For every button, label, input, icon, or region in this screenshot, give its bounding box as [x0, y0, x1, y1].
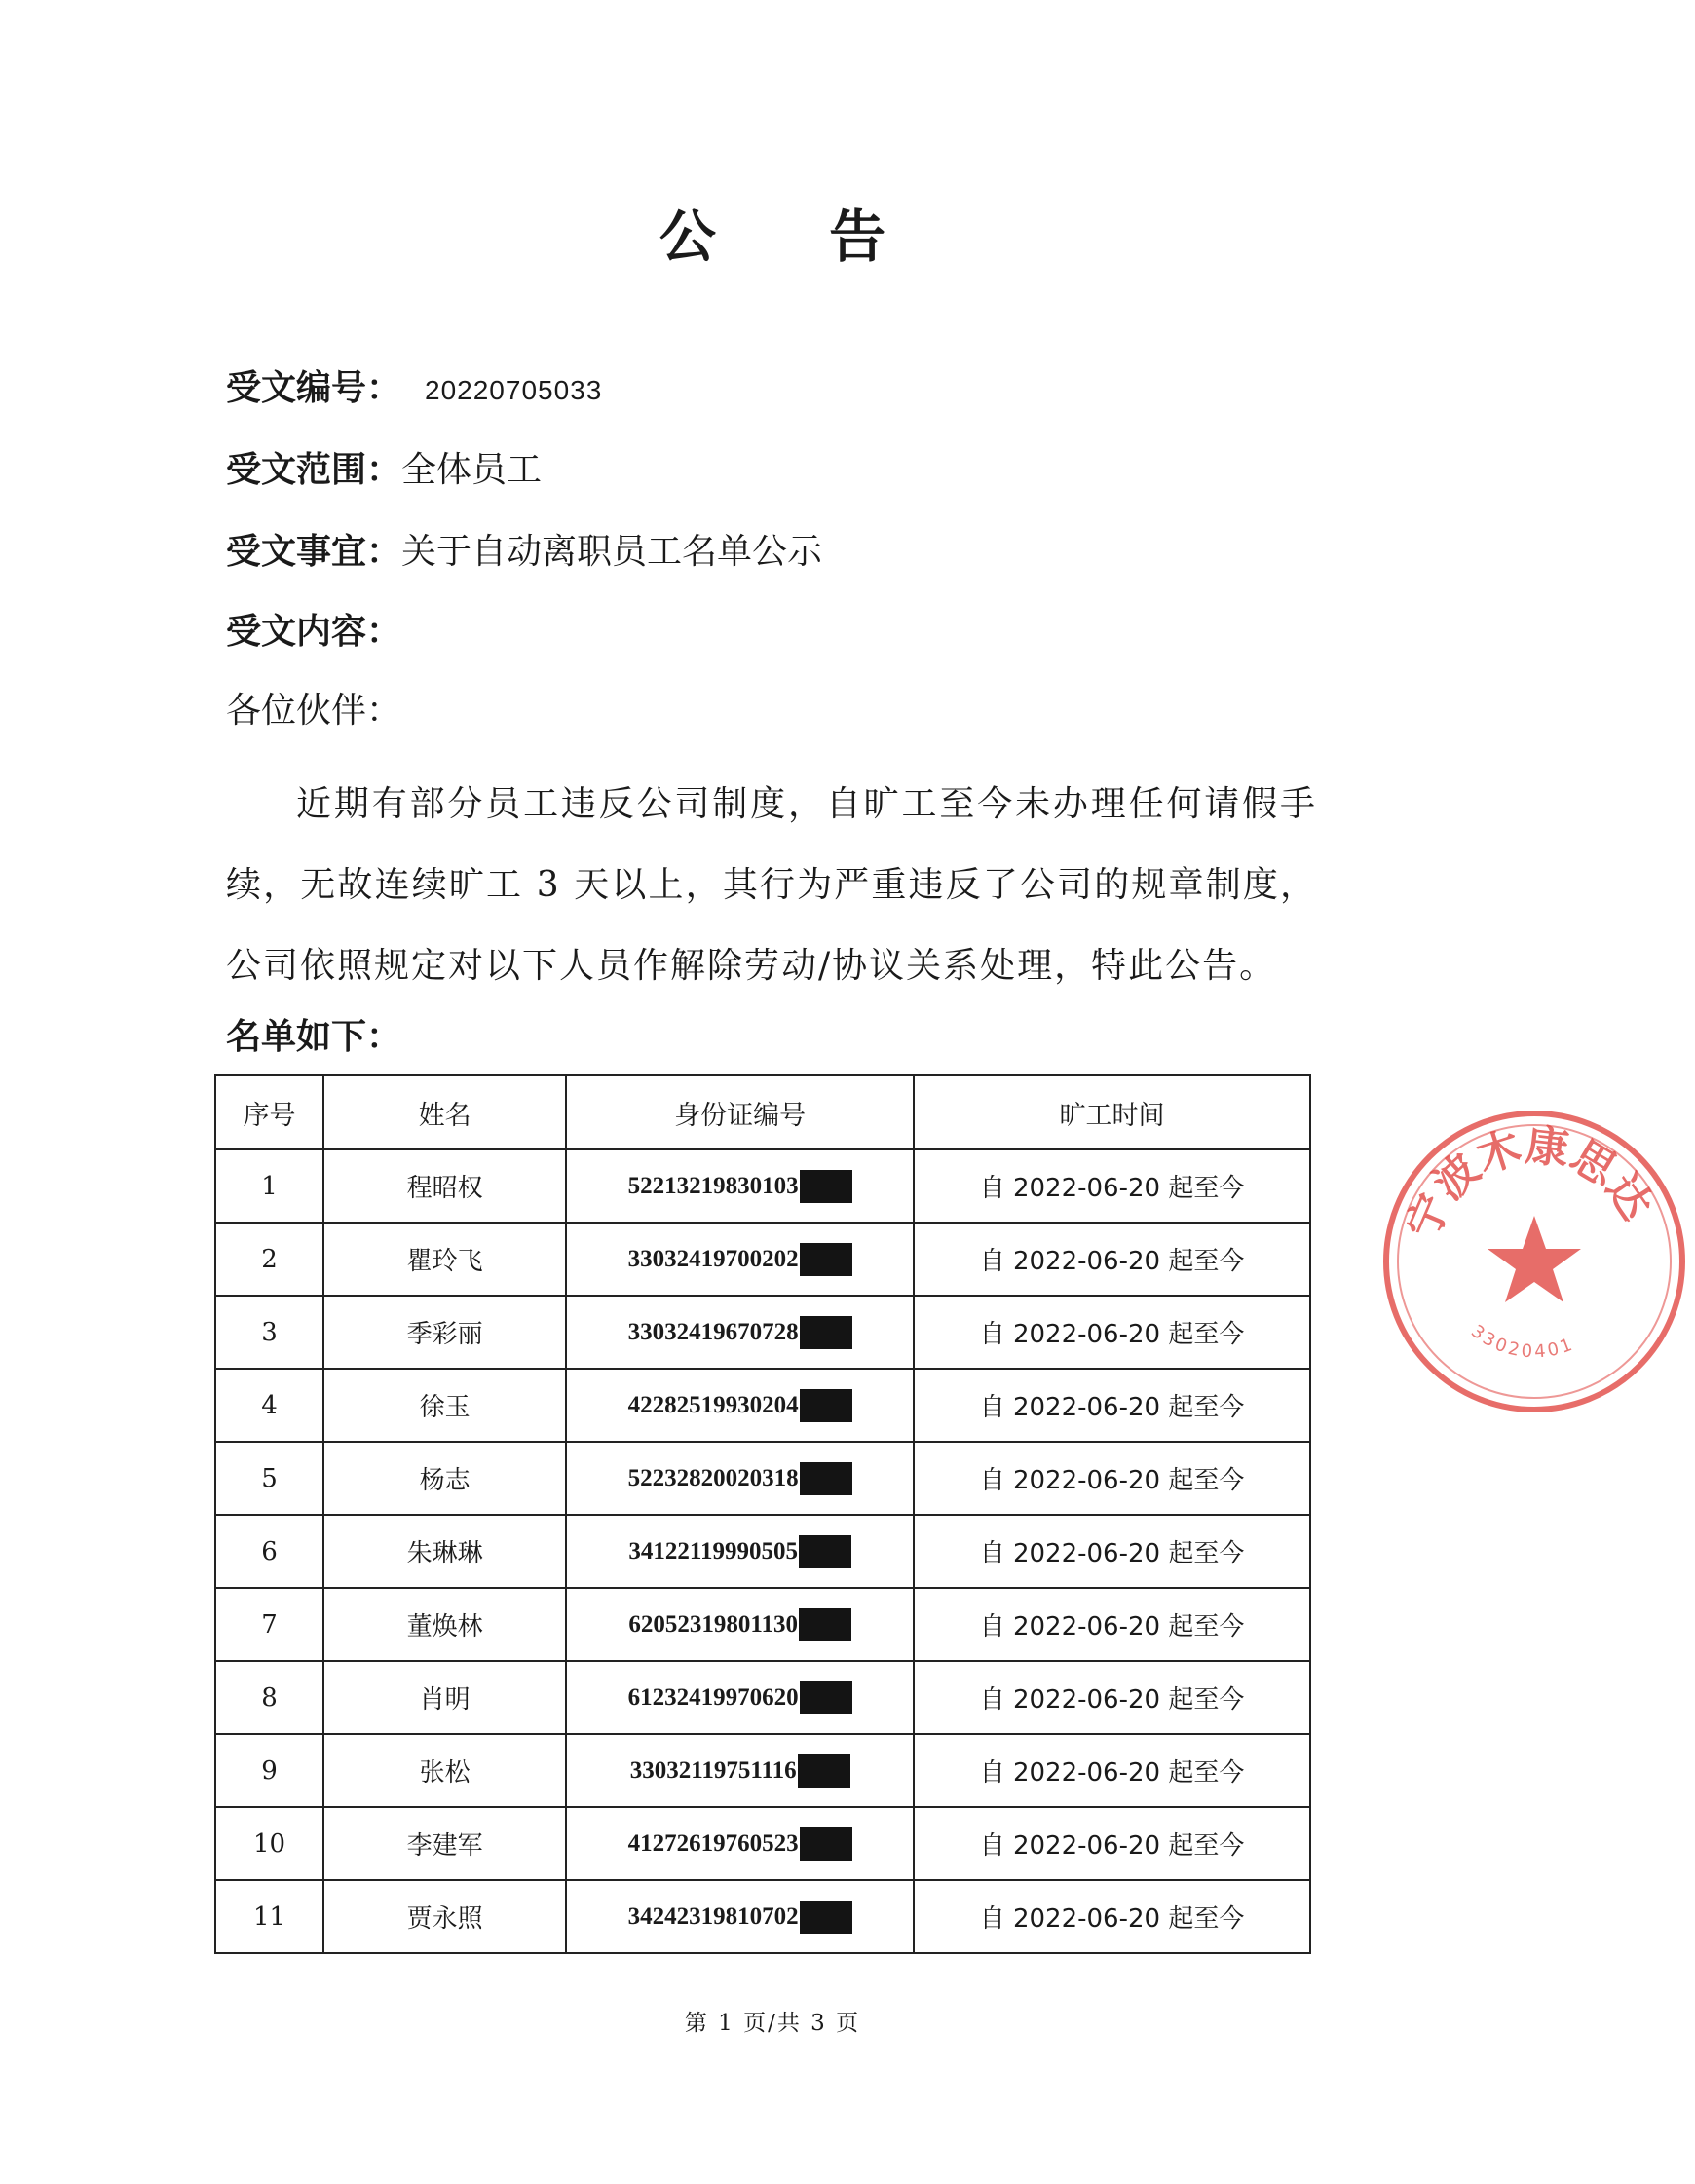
cell-no: 3 — [215, 1296, 323, 1369]
meta-label: 受文事宜： — [226, 531, 402, 572]
meta-scope — [226, 440, 542, 499]
id-number: 52213219830103 — [627, 1172, 799, 1199]
cell-no: 6 — [215, 1515, 323, 1588]
id-number: 34242319810702 — [627, 1902, 799, 1930]
redaction-block — [800, 1389, 852, 1422]
table-row — [215, 1515, 1310, 1588]
id-number: 41272619760523 — [627, 1829, 799, 1857]
table-row — [215, 1661, 1310, 1734]
meta-label: 受文范围： — [226, 449, 402, 490]
cell-no: 10 — [215, 1807, 323, 1880]
cell-absence: 自 2022-06-20 起至今 — [914, 1515, 1310, 1588]
company-seal-stamp — [1374, 1101, 1695, 1422]
cell-name: 瞿玲飞 — [323, 1223, 566, 1296]
cell-no: 4 — [215, 1369, 323, 1442]
cell-id — [566, 1369, 914, 1442]
redaction-block — [799, 1608, 851, 1641]
redaction-block — [800, 1462, 852, 1495]
table-row — [215, 1588, 1310, 1661]
id-number: 33032419670728 — [627, 1318, 799, 1345]
cell-no: 2 — [215, 1223, 323, 1296]
cell-id — [566, 1442, 914, 1515]
meta-value: 全体员工 — [401, 450, 543, 490]
id-number: 61232419970620 — [627, 1683, 799, 1711]
header-no: 序号 — [215, 1075, 323, 1149]
cell-absence: 自 2022-06-20 起至今 — [914, 1734, 1310, 1807]
cell-absence: 自 2022-06-20 起至今 — [914, 1223, 1310, 1296]
cell-no: 9 — [215, 1734, 323, 1807]
table-row — [215, 1223, 1310, 1296]
cell-id — [566, 1880, 914, 1953]
meta-label: 受文编号： — [226, 367, 402, 408]
cell-no: 1 — [215, 1149, 323, 1223]
header-id: 身份证编号 — [566, 1075, 914, 1149]
table-row — [215, 1880, 1310, 1953]
redaction-block — [800, 1901, 852, 1934]
cell-id — [566, 1588, 914, 1661]
cell-absence: 自 2022-06-20 起至今 — [914, 1880, 1310, 1953]
table-row — [215, 1369, 1310, 1442]
cell-name: 杨志 — [323, 1442, 566, 1515]
cell-id — [566, 1296, 914, 1369]
redaction-block — [799, 1535, 851, 1568]
redaction-block — [800, 1243, 852, 1276]
table-row — [215, 1442, 1310, 1515]
redaction-block — [800, 1170, 852, 1203]
table-row — [215, 1296, 1310, 1369]
cell-id — [566, 1661, 914, 1734]
redaction-block — [798, 1754, 850, 1788]
cell-absence: 自 2022-06-20 起至今 — [914, 1149, 1310, 1223]
cell-name: 朱琳琳 — [323, 1515, 566, 1588]
id-number: 34122119990505 — [628, 1537, 798, 1564]
cell-name: 贾永照 — [323, 1880, 566, 1953]
meta-value: 关于自动离职员工名单公示 — [401, 532, 823, 572]
cell-name: 张松 — [323, 1734, 566, 1807]
header-name: 姓名 — [323, 1075, 566, 1149]
page-footer: 第 1 页/共 3 页 — [684, 2011, 861, 2036]
redaction-block — [800, 1316, 852, 1349]
meta-label: 受文内容： — [226, 611, 402, 652]
table-header-row — [215, 1075, 1310, 1149]
seal-text: 宁波木康思达 — [1397, 1120, 1662, 1247]
cell-id — [566, 1515, 914, 1588]
cell-no: 11 — [215, 1880, 323, 1953]
redaction-block — [800, 1827, 852, 1861]
redaction-block — [800, 1681, 852, 1714]
cell-name: 李建军 — [323, 1807, 566, 1880]
document-title: 公 告 — [659, 204, 933, 270]
greeting: 各位伙伴： — [226, 691, 402, 731]
meta-content — [226, 602, 401, 660]
cell-name: 徐玉 — [323, 1369, 566, 1442]
header-absence: 旷工时间 — [914, 1075, 1310, 1149]
table-row — [215, 1807, 1310, 1880]
cell-id — [566, 1734, 914, 1807]
list-heading: 名单如下： — [226, 1016, 402, 1057]
id-number: 33032419700202 — [627, 1245, 799, 1272]
cell-absence: 自 2022-06-20 起至今 — [914, 1369, 1310, 1442]
cell-id — [566, 1223, 914, 1296]
id-number: 52232820020318 — [627, 1464, 799, 1491]
meta-subject — [226, 522, 822, 581]
cell-id — [566, 1149, 914, 1223]
cell-no: 5 — [215, 1442, 323, 1515]
cell-no: 8 — [215, 1661, 323, 1734]
cell-name: 程昭权 — [323, 1149, 566, 1223]
cell-no: 7 — [215, 1588, 323, 1661]
seal-star-icon — [1488, 1216, 1581, 1302]
body-paragraph: 近期有部分员工违反公司制度，自旷工至今未办理任何请假手续，无故连续旷工 3 天以上，其行为严重违反了公司的规章制度，公司依照规定对以下人员作解除劳动/协议关系处理，特此公告。 — [226, 784, 1317, 986]
cell-absence: 自 2022-06-20 起至今 — [914, 1588, 1310, 1661]
employee-table — [214, 1074, 1311, 1954]
cell-name: 肖明 — [323, 1661, 566, 1734]
cell-absence: 自 2022-06-20 起至今 — [914, 1442, 1310, 1515]
cell-absence: 自 2022-06-20 起至今 — [914, 1661, 1310, 1734]
id-number: 62052319801130 — [628, 1610, 798, 1638]
cell-absence: 自 2022-06-20 起至今 — [914, 1807, 1310, 1880]
table-body — [215, 1149, 1310, 1953]
id-number: 33032119751116 — [629, 1756, 797, 1784]
id-number: 42282519930204 — [627, 1391, 799, 1418]
table-row — [215, 1149, 1310, 1223]
cell-name: 董焕林 — [323, 1588, 566, 1661]
cell-absence: 自 2022-06-20 起至今 — [914, 1296, 1310, 1369]
seal-code-arc — [1467, 1321, 1577, 1362]
seal-code: 33020401 — [1467, 1321, 1578, 1363]
meta-value: 20220705033 — [425, 375, 603, 405]
cell-name: 季彩丽 — [323, 1296, 566, 1369]
table-row — [215, 1734, 1310, 1807]
meta-document-number — [226, 358, 602, 417]
cell-id — [566, 1807, 914, 1880]
